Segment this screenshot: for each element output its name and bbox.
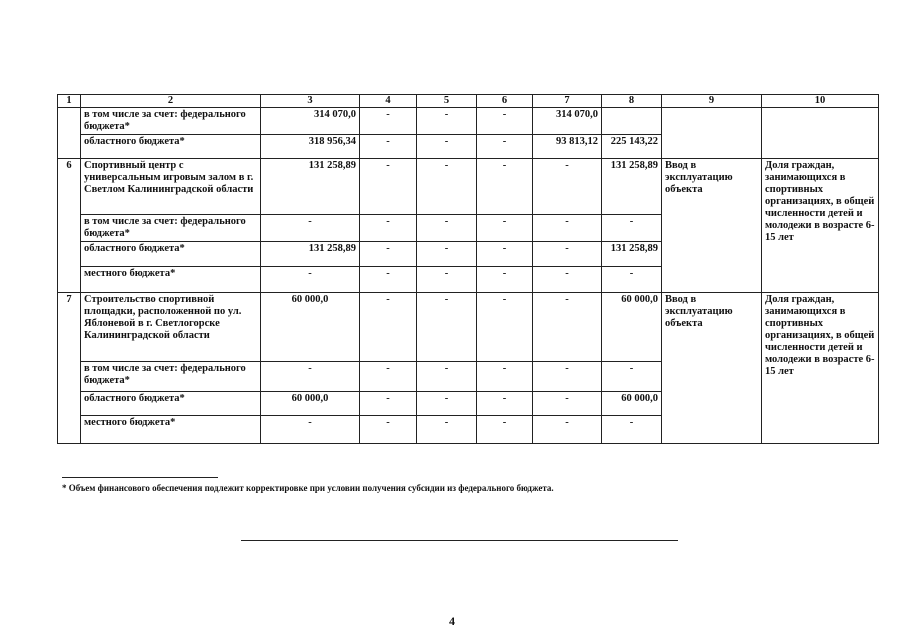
footnote: * Объем финансового обеспечения подлежит корректировке при условии получения субсидии из федерального бюджета.: [62, 483, 554, 493]
column-number-row: [58, 95, 879, 108]
col-header-10: 10: [762, 95, 879, 108]
row-number-cell: 6: [58, 159, 81, 293]
value-cell: 314 070,0: [533, 108, 602, 135]
value-cell: -: [533, 215, 602, 242]
value-cell: -: [417, 293, 477, 362]
value-cell: 60 000,0: [261, 293, 360, 362]
value-cell: -: [417, 215, 477, 242]
value-cell: -: [360, 293, 417, 362]
value-cell: -: [533, 293, 602, 362]
value-cell: -: [261, 416, 360, 444]
row-label: в том числе за счет: федерального бюджета*: [81, 108, 261, 135]
value-cell: -: [417, 108, 477, 135]
value-cell: -: [360, 416, 417, 444]
value-cell: -: [417, 362, 477, 392]
col-header-1: 1: [58, 95, 81, 108]
value-cell: 60 000,0: [602, 293, 662, 362]
indicator-cell: Доля граждан, занимающихся в спортивных организациях, в общей численности детей и молодежи в возрасте 6-15 лет: [762, 293, 879, 444]
value-cell: 314 070,0: [261, 108, 360, 135]
bottom-divider: [241, 540, 678, 541]
value-cell: -: [477, 267, 533, 293]
value-cell: 131 258,89: [261, 159, 360, 215]
value-cell: [602, 108, 662, 135]
value-cell: -: [417, 135, 477, 159]
page-number: 4: [449, 614, 455, 628]
value-cell: -: [261, 215, 360, 242]
value-cell: -: [477, 135, 533, 159]
value-cell: -: [533, 267, 602, 293]
row-label: в том числе за счет: федерального бюджета*: [81, 362, 261, 392]
value-cell: -: [477, 416, 533, 444]
col-header-3: 3: [261, 95, 360, 108]
row-label: областного бюджета*: [81, 242, 261, 267]
value-cell: 60 000,0: [261, 392, 360, 416]
value-cell: -: [417, 267, 477, 293]
table-row: [58, 159, 879, 215]
value-cell: -: [360, 362, 417, 392]
row-label: местного бюджета*: [81, 416, 261, 444]
result-cell: Ввод в эксплуатацию объекта: [662, 159, 762, 293]
value-cell: -: [477, 159, 533, 215]
col-header-9: 9: [662, 95, 762, 108]
object-name: Строительство спортивной площадки, расположенной по ул. Яблоневой в г. Светлогорске Калининградской области: [81, 293, 261, 362]
row-label: областного бюджета*: [81, 135, 261, 159]
value-cell: -: [533, 392, 602, 416]
row-label: в том числе за счет: федерального бюджета*: [81, 215, 261, 242]
col-header-7: 7: [533, 95, 602, 108]
value-cell: 131 258,89: [602, 159, 662, 215]
value-cell: 131 258,89: [261, 242, 360, 267]
row-number-cell: [58, 108, 81, 159]
row-number-cell: 7: [58, 293, 81, 444]
value-cell: -: [360, 108, 417, 135]
value-cell: -: [417, 392, 477, 416]
value-cell: -: [602, 215, 662, 242]
object-name: Спортивный центр с универсальным игровым залом в г. Светлом Калининградской области: [81, 159, 261, 215]
result-cell: [662, 108, 762, 159]
value-cell: -: [602, 267, 662, 293]
col-header-5: 5: [417, 95, 477, 108]
budget-table: [57, 94, 879, 444]
value-cell: -: [602, 362, 662, 392]
value-cell: -: [261, 267, 360, 293]
row-label: местного бюджета*: [81, 267, 261, 293]
col-header-8: 8: [602, 95, 662, 108]
indicator-cell: Доля граждан, занимающихся в спортивных организациях, в общей численности детей и молодежи в возрасте 6-15 лет: [762, 159, 879, 293]
value-cell: 225 143,22: [602, 135, 662, 159]
value-cell: -: [417, 416, 477, 444]
value-cell: -: [360, 215, 417, 242]
table-row: [58, 108, 879, 135]
col-header-6: 6: [477, 95, 533, 108]
value-cell: -: [477, 242, 533, 267]
value-cell: -: [477, 362, 533, 392]
value-cell: -: [360, 267, 417, 293]
value-cell: -: [533, 362, 602, 392]
row-label: областного бюджета*: [81, 392, 261, 416]
value-cell: -: [477, 108, 533, 135]
value-cell: -: [477, 392, 533, 416]
value-cell: -: [360, 135, 417, 159]
value-cell: -: [261, 362, 360, 392]
value-cell: 318 956,34: [261, 135, 360, 159]
value-cell: -: [417, 159, 477, 215]
value-cell: 131 258,89: [602, 242, 662, 267]
col-header-4: 4: [360, 95, 417, 108]
value-cell: 60 000,0: [602, 392, 662, 416]
value-cell: -: [533, 242, 602, 267]
value-cell: -: [360, 392, 417, 416]
value-cell: -: [417, 242, 477, 267]
value-cell: -: [360, 159, 417, 215]
value-cell: -: [602, 416, 662, 444]
table-row: [58, 293, 879, 362]
indicator-cell: [762, 108, 879, 159]
value-cell: 93 813,12: [533, 135, 602, 159]
value-cell: -: [477, 215, 533, 242]
value-cell: -: [533, 159, 602, 215]
value-cell: -: [533, 416, 602, 444]
value-cell: -: [360, 242, 417, 267]
footnote-divider: [62, 477, 218, 478]
result-cell: Ввод в эксплуатацию объекта: [662, 293, 762, 444]
value-cell: -: [477, 293, 533, 362]
col-header-2: 2: [81, 95, 261, 108]
